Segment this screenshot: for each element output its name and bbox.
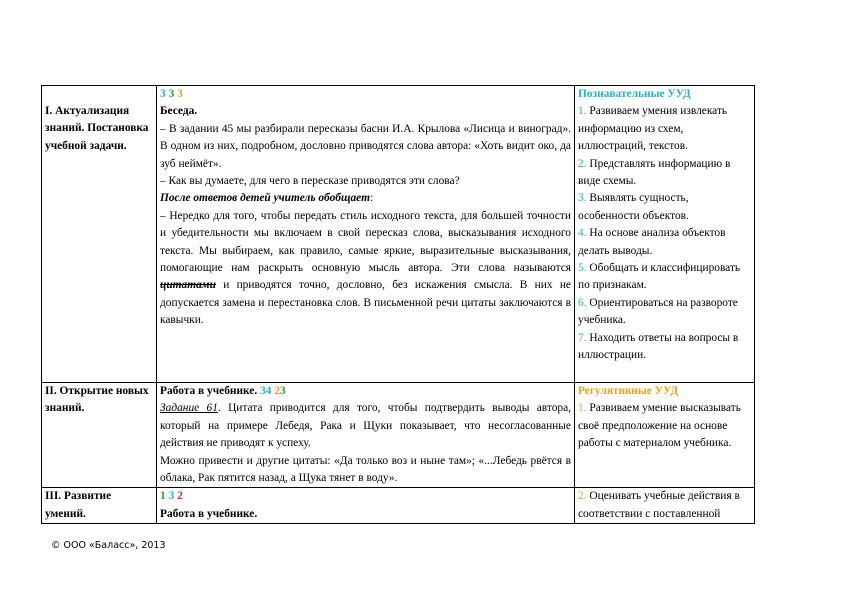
- stage-cell: [42, 488, 157, 524]
- paragraph: [160, 400, 571, 452]
- content-cell: [157, 383, 575, 488]
- uud-item: [578, 295, 751, 330]
- stage-title: II. Открытие новых знаний.: [45, 385, 149, 415]
- section-heading: Работа в учебнике.: [160, 507, 258, 520]
- uud-item: [578, 488, 751, 523]
- uud-item: [578, 330, 751, 365]
- uud-num: 5.: [578, 262, 587, 275]
- code-blue: 3: [260, 385, 266, 397]
- paragraph: Можно привести и другие цитаты: «Да только воз и ныне там»; «...Лебедь рвётся в облака, Рак пятится назад, а Щука тянет в воду».: [160, 454, 571, 485]
- lesson-table: [41, 85, 755, 524]
- paragraph: – В задании 45 мы разбирали пересказы басни И.А. Крылова «Лисица и виноград». В одном из них, подробном, дословно приводятся слова автора: «Хоть видит око, да зуб неймёт».: [160, 122, 571, 170]
- code-green: 3: [280, 385, 286, 397]
- uud-text: Находить ответы на вопросы в иллюстрации.: [578, 331, 739, 362]
- uud-title: Регулятивные УУД: [578, 385, 679, 397]
- uud-item: [578, 103, 751, 155]
- section-heading: Беседа.: [160, 105, 198, 118]
- uud-text: Развиваем умения извлекать информацию из схем, иллюстраций, текстов.: [578, 105, 728, 153]
- uud-text: Оценивать учебные действия в соответствии с поставленной: [578, 490, 740, 520]
- copyright-footer: © ООО «Баласс», 2013: [51, 540, 166, 551]
- uud-text: Выявлять сущность, особенности объектов.: [578, 192, 689, 222]
- uud-num: 7.: [578, 331, 587, 344]
- section-heading-line: [160, 383, 571, 400]
- paragraph-part: и приводятся точно, дословно, без искажения смысла. В них не допускается замена и перестановка слов. В письменной речи цитаты заключаются в кавычки.: [160, 279, 571, 327]
- content-cell: [157, 86, 575, 383]
- paragraph-part: . Цитата приводится для того, чтобы подтвердить выводы автора, который на примере Лебедя, Рака и Щуки показывает, что несогласованные действия не приводят к успеху.: [160, 402, 571, 450]
- stage-title: III. Развитие умений.: [45, 490, 112, 520]
- code-orange: 3: [177, 88, 183, 100]
- task-reference: Задание 61: [160, 402, 218, 415]
- teacher-note-colon: :: [369, 192, 374, 205]
- stage-title: I. Актуализация знаний. Постановка учебной задачи.: [45, 105, 149, 152]
- uud-num: 6.: [578, 296, 587, 309]
- paragraph: – Как вы думаете, для чего в пересказе приводятся эти слова?: [160, 175, 460, 188]
- uud-num: 1.: [578, 402, 587, 415]
- uud-title: Познавательные УУД: [578, 88, 691, 100]
- uud-num: 1.: [578, 105, 587, 118]
- uud-text: На основе анализа объектов делать выводы.: [578, 227, 726, 257]
- code-green: 1: [160, 490, 166, 503]
- uud-num: 2.: [578, 157, 587, 170]
- table-row: [42, 383, 755, 488]
- stage-cell: [42, 383, 157, 488]
- code-red: 2: [177, 490, 183, 503]
- stage-cell: [42, 86, 157, 383]
- table-row: [42, 488, 755, 524]
- uud-cell: [575, 488, 755, 524]
- uud-text: Ориентироваться на развороте учебника.: [578, 296, 738, 327]
- uud-text: Обобщать и классифицировать по признакам.: [578, 262, 741, 292]
- teacher-note-text: После ответов детей учитель обобщает: [160, 192, 370, 205]
- code-orange: 2: [274, 385, 281, 397]
- term-citations: цитатами: [160, 279, 216, 292]
- uud-text: Представлять информацию в виде схемы.: [578, 157, 731, 188]
- paragraph-part: – Нередко для того, чтобы передать стиль исходного текста, для большей точности и убедительности мы включаем в свой пересказ слова, высказывания исходного текста. Мы выбираем, как правило, самые яркие, выразительные высказывания, помогающие нам раскрыть основную мысль автора. Эти слова называются: [160, 209, 571, 275]
- code-blue: 3: [168, 490, 175, 503]
- content-cell: [157, 488, 575, 524]
- paragraph: [160, 208, 571, 330]
- code-blue: 3: [160, 88, 166, 100]
- table-row: [42, 86, 755, 383]
- code-blue: 4: [265, 385, 272, 397]
- uud-num: 4.: [578, 227, 587, 240]
- uud-item: [578, 400, 751, 452]
- section-heading: Работа в учебнике.: [160, 385, 258, 397]
- uud-cell: [575, 86, 755, 383]
- uud-item: [578, 260, 751, 295]
- difficulty-codes: [160, 488, 571, 505]
- teacher-note: [160, 190, 571, 207]
- uud-item: [578, 156, 751, 191]
- uud-num: 3.: [578, 192, 587, 205]
- uud-item: [578, 190, 751, 225]
- uud-text: Развиваем умение высказывать своё предположение на основе работы с материалом учебника.: [578, 402, 741, 450]
- uud-num: 2.: [578, 490, 587, 503]
- difficulty-codes: [160, 86, 571, 103]
- code-green: 3: [168, 88, 175, 100]
- uud-item: [578, 225, 751, 260]
- uud-cell: [575, 383, 755, 488]
